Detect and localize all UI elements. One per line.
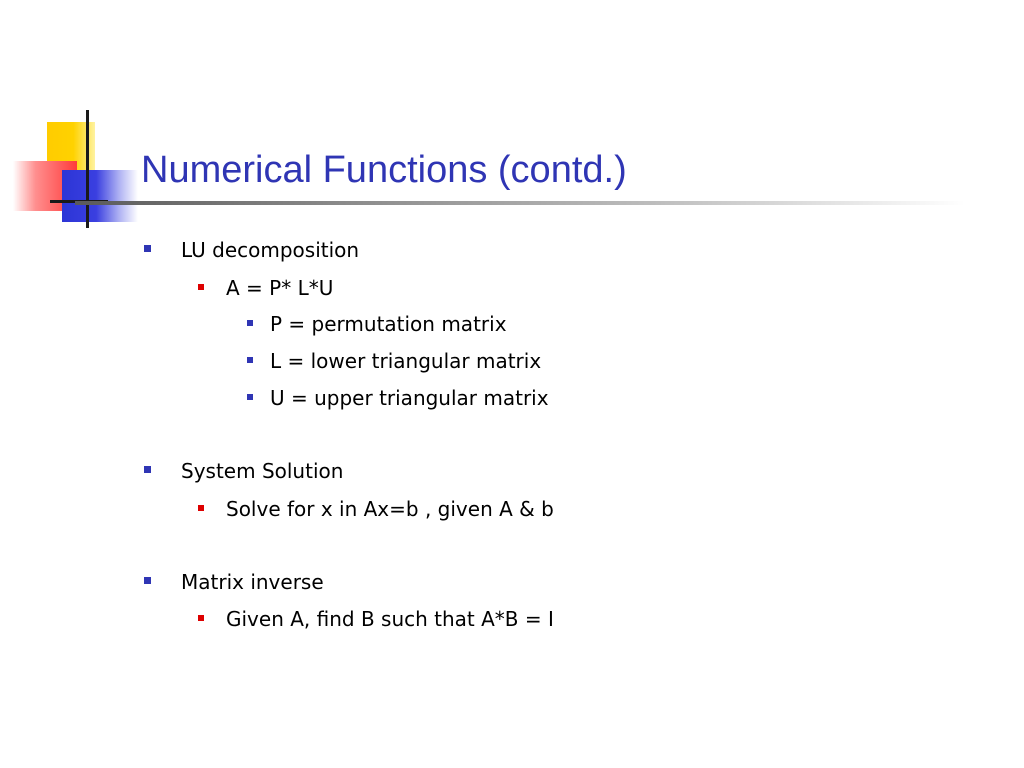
square-bullet-icon	[247, 320, 253, 326]
square-bullet-icon	[144, 577, 151, 584]
slide-title: Numerical Functions (contd.)	[141, 149, 627, 191]
square-bullet-icon	[198, 615, 204, 621]
bullet-text: LU decomposition	[181, 237, 360, 262]
square-bullet-icon	[247, 394, 253, 400]
bullet-text: Solve for x in Ax=b , given A & b	[226, 496, 554, 521]
bullet-text: P = permutation matrix	[270, 311, 507, 336]
bullet-item	[181, 456, 343, 484]
bullet-text: U = upper triangular matrix	[270, 385, 549, 410]
bullet-item	[270, 346, 541, 374]
bullet-item	[181, 235, 359, 263]
bullet-text: L = lower triangular matrix	[270, 348, 542, 373]
bullet-item	[270, 383, 549, 411]
square-bullet-icon	[247, 357, 253, 363]
bullet-item	[270, 309, 507, 337]
bullet-text: Matrix inverse	[181, 569, 324, 594]
bullet-item	[226, 273, 333, 301]
bullet-item	[226, 604, 554, 632]
bullet-item	[226, 494, 554, 522]
square-bullet-icon	[144, 466, 151, 473]
bullet-item	[181, 567, 324, 595]
square-bullet-icon	[198, 284, 204, 290]
bullet-text: A = P* L*U	[226, 275, 334, 300]
square-bullet-icon	[198, 505, 204, 511]
square-bullet-icon	[144, 245, 151, 252]
bullet-text: Given A, find B such that A*B = I	[226, 606, 554, 631]
bullet-text: System Solution	[181, 458, 344, 483]
